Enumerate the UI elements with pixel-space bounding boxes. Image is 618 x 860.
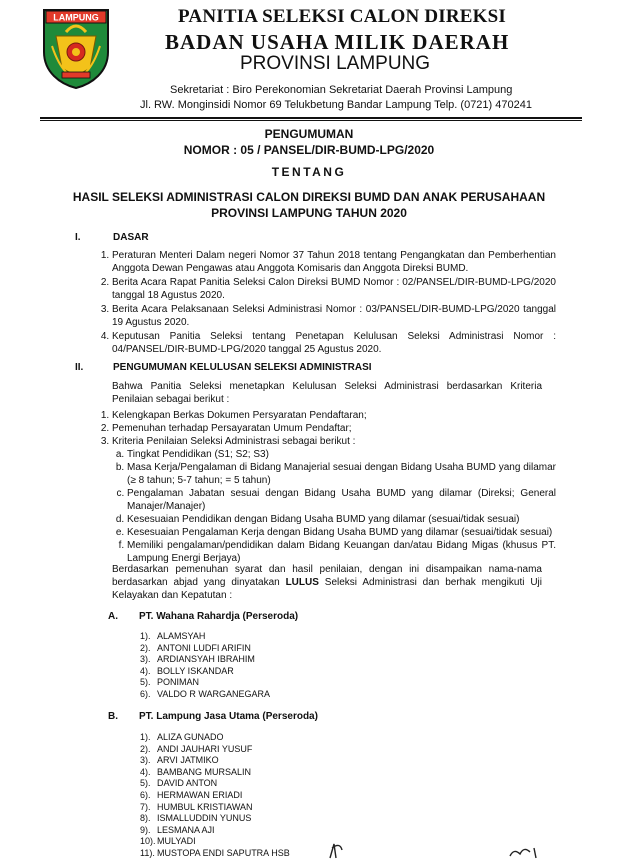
closing-text-before: Berdasarkan pemenuhan syarat dan hasil penilaian, dengan ini disampaikan nama-nama berdasarkan abjad yang dinyatakan xyxy=(112,564,542,588)
sub-criteria-item: a. Tingkat Pendidikan (S1; S2; S3) xyxy=(127,448,556,461)
section-kelulusan-heading xyxy=(75,362,372,373)
candidate-number: 3). xyxy=(140,755,151,766)
criteria-intro-paragraph: Bahwa Panitia Seleksi menetapkan Kelulusan Seleksi Administrasi berdasarkan Kriteria Penilaian sebagai berikut : xyxy=(112,381,542,405)
criteria-item-text: Kriteria Penilaian Seleksi Administrasi sebagai berikut : xyxy=(112,436,356,447)
company-name: PT. Lampung Jasa Utama (Perseroda) xyxy=(139,711,318,722)
candidate-name: HERMAWAN ERIADI xyxy=(157,789,243,800)
candidate-number: 4). xyxy=(140,766,151,777)
sub-criteria-list xyxy=(112,448,556,565)
doc-subject-line1: HASIL SELEKSI ADMINISTRASI CALON DIREKSI BUMD DAN ANAK PERUSAHAAN xyxy=(72,190,546,204)
candidate-number: 3). xyxy=(140,654,151,665)
candidate-item xyxy=(140,689,270,701)
candidate-name: BOLLY ISKANDAR xyxy=(157,665,234,676)
dasar-item: 3. Berita Acara Pelaksanaan Seleksi Administrasi Nomor : 03/PANSEL/DIR-BUMD-LPG/2020 tanggal 19 Agustus 2020. xyxy=(112,303,556,329)
section-number: II. xyxy=(75,362,84,373)
header-divider-thick xyxy=(40,117,582,119)
candidate-number: 11). xyxy=(140,847,155,858)
candidate-name: MULYADI xyxy=(157,836,196,847)
sub-criteria-item: e. Kesesuaian Pengalaman Kerja dengan Bidang Usaha BUMD yang dilamar (sesuai/tidak sesuai) xyxy=(127,526,556,539)
candidate-item xyxy=(140,643,270,655)
candidate-item xyxy=(140,744,290,756)
dasar-list xyxy=(98,249,556,357)
lampung-emblem-logo xyxy=(40,6,112,90)
sub-criteria-item: c. Pengalaman Jabatan sesuai dengan Bidang Usaha BUMD yang dilamar (Direksi; General Manajer/Manajer) xyxy=(127,487,556,513)
doc-subject-line2: PROVINSI LAMPUNG TAHUN 2020 xyxy=(211,206,407,220)
doc-number: NOMOR : 05 / PANSEL/DIR-BUMD-LPG/2020 xyxy=(183,143,435,157)
candidate-number: 5). xyxy=(140,778,151,789)
candidate-item xyxy=(140,848,290,860)
header-divider-thin xyxy=(40,120,582,121)
handwritten-signature-marks xyxy=(300,838,618,860)
doc-about-label: TENTANG xyxy=(271,165,347,179)
candidate-item xyxy=(140,813,290,825)
company-letter: A. xyxy=(108,611,118,622)
company-b-heading xyxy=(108,711,318,722)
company-b-candidate-list xyxy=(140,732,290,860)
company-letter: B. xyxy=(108,711,118,722)
candidate-name: MUSTOPA ENDI SAPUTRA HSB xyxy=(157,847,290,858)
candidate-number: 7). xyxy=(140,801,151,812)
section-title: PENGUMUMAN KELULUSAN SELEKSI ADMINISTRASI xyxy=(113,362,372,373)
closing-lulus-bold: LULUS xyxy=(285,577,319,588)
candidate-number: 1). xyxy=(140,631,151,641)
company-a-heading xyxy=(108,611,298,622)
candidate-item xyxy=(140,790,290,802)
candidate-number: 10). xyxy=(140,836,156,847)
candidate-name: ANTONI LUDFI ARIFIN xyxy=(157,642,251,653)
candidate-item xyxy=(140,666,270,678)
candidate-name: PONIMAN xyxy=(157,677,200,688)
candidate-item xyxy=(140,825,290,837)
criteria-item: 1. Kelengkapan Berkas Dokumen Persyaratan Pendaftaran; xyxy=(112,409,556,422)
candidate-item xyxy=(140,802,290,814)
section-number: I. xyxy=(75,232,81,243)
doc-type-title: PENGUMUMAN xyxy=(264,127,354,141)
candidate-name: LESMANA AJI xyxy=(157,824,215,835)
dasar-item: 4. Keputusan Panitia Seleksi tentang Penetapan Kelulusan Seleksi Administrasi Nomor : 04/PANSEL/DIR-BUMD-LPG/2020 tanggal 25 Agustus 2020. xyxy=(112,330,556,356)
candidate-number: 6). xyxy=(140,688,151,699)
sub-criteria-item: d. Kesesuaian Pendidikan dengan Bidang Usaha BUMD yang dilamar (sesuai/tidak sesuai) xyxy=(127,513,556,526)
candidate-name: ARDIANSYAH IBRAHIM xyxy=(157,654,255,665)
candidate-number: 2). xyxy=(140,743,151,754)
candidate-name: ARVI JATMIKO xyxy=(157,755,219,766)
closing-paragraph xyxy=(112,563,542,602)
dasar-item: 2. Berita Acara Rapat Panitia Seleksi Calon Direksi BUMD Nomor : 02/PANSEL/DIR-BUMD-LPG/2020 tanggal 18 Agustus 2020. xyxy=(112,276,556,302)
candidate-name: HUMBUL KRISTIAWAN xyxy=(157,801,253,812)
company-a-candidate-list xyxy=(140,631,270,701)
candidate-item xyxy=(140,778,290,790)
criteria-list xyxy=(98,409,556,565)
criteria-item xyxy=(112,435,556,565)
header-agency-name: BADAN USAHA MILIK DAERAH xyxy=(165,30,510,54)
criteria-item: 2. Pemenuhan terhadap Persayaratan Umum Pendaftar; xyxy=(112,422,556,435)
candidate-number: 2). xyxy=(140,642,151,653)
candidate-name: ALIZA GUNADO xyxy=(157,732,224,742)
candidate-number: 9). xyxy=(140,824,151,835)
candidate-number: 8). xyxy=(140,813,151,824)
candidate-name: ALAMSYAH xyxy=(157,631,206,641)
section-title: DASAR xyxy=(113,232,149,243)
candidate-number: 5). xyxy=(140,677,151,688)
candidate-name: DAVID ANTON xyxy=(157,778,218,789)
candidate-item xyxy=(140,631,270,643)
company-name: PT. Wahana Rahardja (Perseroda) xyxy=(139,611,299,622)
candidate-number: 1). xyxy=(140,732,151,742)
sub-criteria-item: f. Memiliki pengalaman/pendidikan dalam Bidang Keuangan dan/atau Bidang Migas (khusus PT. Lampung Energi Berjaya) xyxy=(127,539,556,565)
candidate-name: BAMBANG MURSALIN xyxy=(157,766,252,777)
candidate-item xyxy=(140,767,290,779)
header-committee-name: PANITIA SELEKSI CALON DIREKSI xyxy=(178,6,507,27)
candidate-item xyxy=(140,836,290,848)
closing-text-after: Seleksi Administrasi dan berhak mengikuti Uji Kelayakan dan Kepatutan : xyxy=(112,577,542,601)
candidate-item xyxy=(140,677,270,689)
candidate-number: 6). xyxy=(140,789,151,800)
candidate-name: VALDO R WARGANEGARA xyxy=(157,688,271,699)
candidate-item xyxy=(140,732,290,744)
candidate-name: ISMALLUDDIN YUNUS xyxy=(157,813,252,824)
dasar-item: 1. Peraturan Menteri Dalam negeri Nomor 37 Tahun 2018 tentang Pengangkatan dan Pemberhentian Anggota Dewan Pengawas atau Anggota Komisaris dan Anggota Direksi BUMD. xyxy=(112,249,556,275)
header-address: Jl. RW. Monginsidi Nomor 69 Telukbetung Bandar Lampung Telp. (0721) 470241 xyxy=(140,99,532,111)
header-secretariat: Sekretariat : Biro Perekonomian Sekretariat Daerah Provinsi Lampung xyxy=(170,84,513,96)
candidate-name: ANDI JAUHARI YUSUF xyxy=(157,743,253,754)
candidate-item xyxy=(140,654,270,666)
header-province-name: PROVINSI LAMPUNG xyxy=(240,53,431,74)
section-dasar-heading xyxy=(75,232,149,243)
sub-criteria-item: b. Masa Kerja/Pengalaman di Bidang Manajerial sesuai dengan Bidang Usaha BUMD yang dilamar (≥ 8 tahun; 5-7 tahun; = 5 tahun) xyxy=(127,461,556,487)
logo-text: LAMPUNG xyxy=(53,12,99,23)
candidate-item xyxy=(140,755,290,767)
candidate-number: 4). xyxy=(140,665,151,676)
